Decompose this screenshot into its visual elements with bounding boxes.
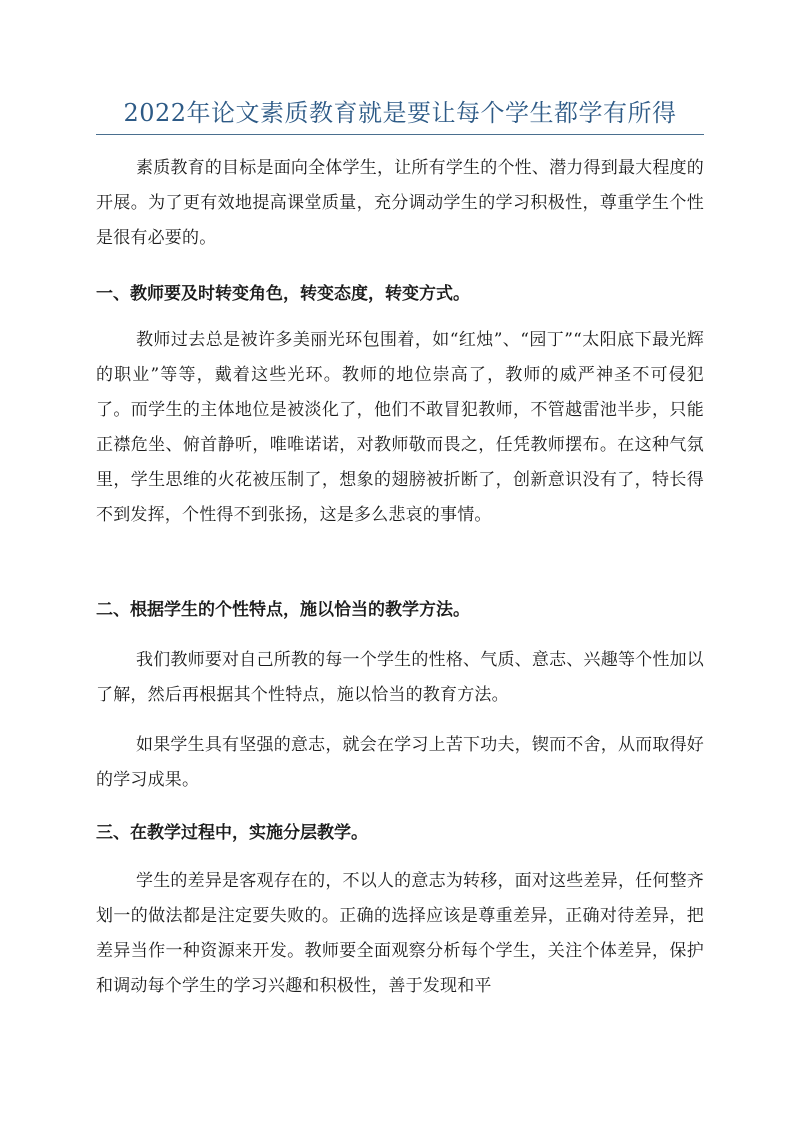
section-heading-3: 三、在教学过程中，实施分层教学。: [96, 823, 368, 843]
intro-paragraph: 素质教育的目标是面向全体学生，让所有学生的个性、潜力得到最大程度的开展。为了更有效地提高课堂质量，充分调动学生的学习积极性，尊重学生个性是很有必要的。: [96, 158, 704, 248]
section-1-paragraph-1: 教师过去总是被许多美丽光环包围着，如“红烛”、“园丁”“太阳底下最光辉的职业”等等，戴着这些光环。教师的地位崇高了，教师的威严神圣不可侵犯了。而学生的主体地位是被淡化了，他们不敢冒犯教师，不管越雷池半步，只能正襟危坐、俯首静听，唯唯诺诺，对教师敬而畏之，任凭教师摆布。在这种气氛里，学生思维的火花被压制了，想象的翅膀被折断了，创新意识没有了，特长得不到发挥，个性得不到张扬，这是多么悲哀的事情。: [96, 330, 704, 525]
section-2-paragraph-2: 如果学生具有坚强的意志，就会在学习上苦下功夫，锲而不舍，从而取得好的学习成果。: [96, 735, 704, 790]
title-block: [96, 96, 704, 135]
section-heading-2: 二、根据学生的个性特点，施以恰当的教学方法。: [96, 600, 470, 620]
section-3-paragraph-1: 学生的差异是客观存在的，不以人的意志为转移，面对这些差异，任何整齐划一的做法都是注定要失败的。正确的选择应该是尊重差异，正确对待差异，把差异当作一种资源来开发。教师要全面观察分析每个学生，关注个体差异，保护和调动每个学生的学习兴趣和积极性，善于发现和平: [96, 871, 704, 996]
document-title: 2022年论文素质教育就是要让每个学生都学有所得: [123, 99, 677, 127]
section-heading-1: 一、教师要及时转变角色，转变态度，转变方式。: [96, 284, 470, 304]
section-2-paragraph-1: 我们教师要对自己所教的每一个学生的性格、气质、意志、兴趣等个性加以了解，然后再根据其个性特点，施以恰当的教育方法。: [96, 650, 704, 705]
